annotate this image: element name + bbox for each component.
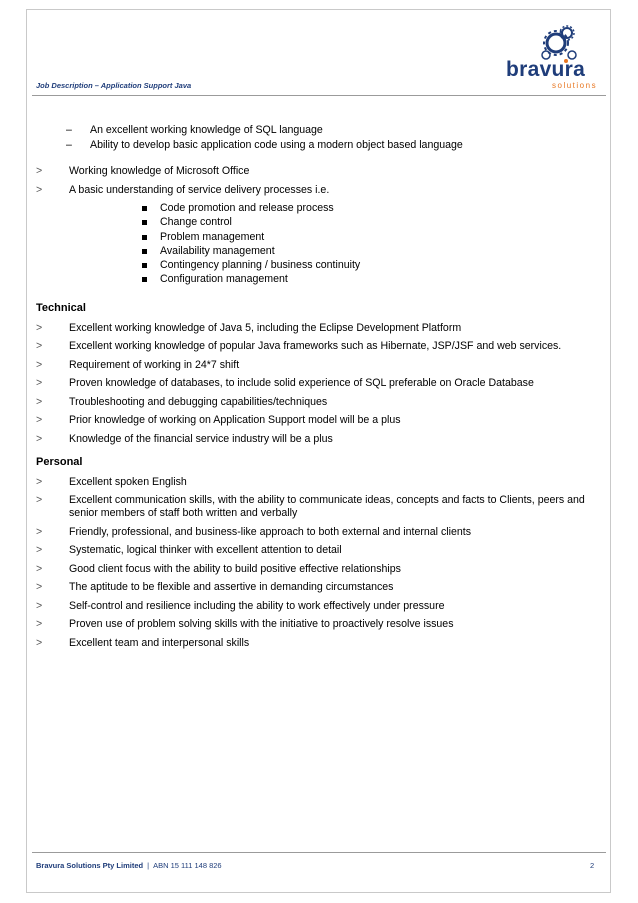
- page-footer: [36, 861, 222, 870]
- square-bullet-icon: [142, 277, 147, 282]
- arrow-marker: >: [36, 340, 43, 353]
- arrow-marker: >: [36, 581, 43, 594]
- dash-marker: –: [66, 138, 72, 151]
- logo-tagline: solutions: [552, 81, 598, 90]
- list-item-text: The aptitude to be flexible and assertive in demanding circumstances: [69, 581, 394, 594]
- arrow-marker: >: [36, 599, 43, 612]
- arrow-marker: >: [36, 562, 43, 575]
- list-item-text: Prior knowledge of working on Application Support model will be a plus: [69, 414, 401, 427]
- list-item-text: Configuration management: [160, 273, 288, 286]
- square-bullet-icon: [142, 249, 147, 254]
- square-bullet-icon: [142, 220, 147, 225]
- footer-company: Bravura Solutions Pty Limited: [36, 861, 144, 870]
- intro-dash-list: [36, 124, 602, 153]
- list-item: [36, 124, 602, 139]
- list-item-text: Change control: [160, 216, 232, 229]
- arrow-marker: >: [36, 475, 43, 488]
- square-bullet-icon: [142, 206, 147, 211]
- arrow-marker: >: [36, 525, 43, 538]
- list-item-text: Troubleshooting and debugging capabilities/techniques: [69, 395, 328, 408]
- arrow-marker: >: [36, 321, 43, 334]
- list-item-text: Requirement of working in 24*7 shift: [69, 358, 240, 371]
- list-item: [36, 494, 602, 520]
- arrow-marker: >: [36, 395, 43, 408]
- list-item: [36, 216, 602, 230]
- square-bullet-icon: [142, 263, 147, 268]
- list-item-text: Self-control and resilience including the ability to work effectively under pressure: [69, 599, 445, 612]
- list-item-text: Working knowledge of Microsoft Office: [69, 165, 250, 177]
- list-item-text: Excellent team and interpersonal skills: [69, 636, 250, 649]
- list-item-text: Excellent working knowledge of popular Java frameworks such as Hibernate, JSP/JSF and web services.: [69, 340, 562, 353]
- page-number: 2: [590, 861, 595, 870]
- list-item: [36, 433, 602, 446]
- footer-divider: [32, 852, 606, 853]
- general-list: [36, 165, 602, 197]
- footer-abn: ABN 15 111 148 826: [153, 861, 222, 870]
- list-item-text: Ability to develop basic application code using a modern object based language: [90, 138, 463, 151]
- list-item: [36, 202, 602, 216]
- header-divider: [32, 95, 606, 96]
- list-item: [36, 414, 602, 427]
- list-item: [36, 340, 602, 353]
- list-item-text: Code promotion and release process: [160, 202, 334, 214]
- arrow-marker: >: [36, 494, 43, 507]
- arrow-marker: >: [36, 414, 43, 427]
- list-item: [36, 231, 602, 245]
- technical-heading: Technical: [36, 301, 86, 314]
- list-item: [36, 526, 602, 539]
- personal-heading: Personal: [36, 455, 83, 468]
- list-item-text: Systematic, logical thinker with excellent attention to detail: [69, 544, 342, 557]
- list-item: [36, 273, 602, 287]
- list-item: [36, 637, 602, 650]
- arrow-marker: >: [36, 618, 43, 631]
- document-title: Job Description – Application Support Java: [36, 81, 192, 90]
- footer-separator: |: [147, 861, 150, 870]
- list-item-text: Knowledge of the financial service industry will be a plus: [69, 432, 333, 445]
- list-item-text: Problem management: [160, 230, 265, 243]
- list-item: [36, 600, 602, 613]
- arrow-marker: >: [36, 183, 43, 196]
- list-item: [36, 165, 602, 178]
- list-item-text: Availability management: [160, 244, 275, 257]
- arrow-marker: >: [36, 636, 43, 649]
- list-item: [36, 581, 602, 594]
- list-item: [36, 184, 602, 197]
- list-item: [36, 544, 602, 557]
- arrow-marker: >: [36, 544, 43, 557]
- square-bullet-icon: [142, 235, 147, 240]
- list-item: [36, 476, 602, 489]
- personal-list: [36, 476, 602, 650]
- list-item: [36, 359, 602, 372]
- list-item: [36, 563, 602, 576]
- list-item-text: Good client focus with the ability to build positive effective relationships: [69, 562, 401, 575]
- document-body: [36, 124, 602, 655]
- list-item-text: An excellent working knowledge of SQL language: [90, 124, 323, 136]
- list-item: [36, 259, 602, 273]
- list-item: [36, 139, 602, 154]
- arrow-marker: >: [36, 432, 43, 445]
- list-item-text: Friendly, professional, and business-like approach to both external and internal clients: [69, 525, 472, 538]
- company-logo: [506, 24, 608, 96]
- list-item: [36, 396, 602, 409]
- list-item-text: Contingency planning / business continuity: [160, 259, 361, 272]
- list-item: [36, 618, 602, 631]
- dash-marker: –: [66, 124, 72, 136]
- list-item-text: Excellent working knowledge of Java 5, including the Eclipse Development Platform: [69, 321, 462, 334]
- logo-name: bravura: [506, 58, 586, 81]
- arrow-marker: >: [36, 165, 43, 177]
- list-item-text: Excellent communication skills, with the ability to communicate ideas, concepts and facts to Clients, peers and senior members of staff both written and verbally: [69, 494, 585, 520]
- list-item: [36, 245, 602, 259]
- arrow-marker: >: [36, 358, 43, 371]
- list-item-text: Excellent spoken English: [69, 475, 187, 488]
- list-item: [36, 322, 602, 335]
- list-item-text: Proven use of problem solving skills with the initiative to proactively resolve issues: [69, 618, 454, 631]
- technical-list: [36, 322, 602, 446]
- arrow-marker: >: [36, 377, 43, 390]
- list-item: [36, 377, 602, 390]
- service-process-list: [36, 202, 602, 288]
- list-item-text: A basic understanding of service delivery processes i.e.: [69, 183, 330, 196]
- list-item-text: Proven knowledge of databases, to include solid experience of SQL preferable on Oracle Database: [69, 377, 534, 390]
